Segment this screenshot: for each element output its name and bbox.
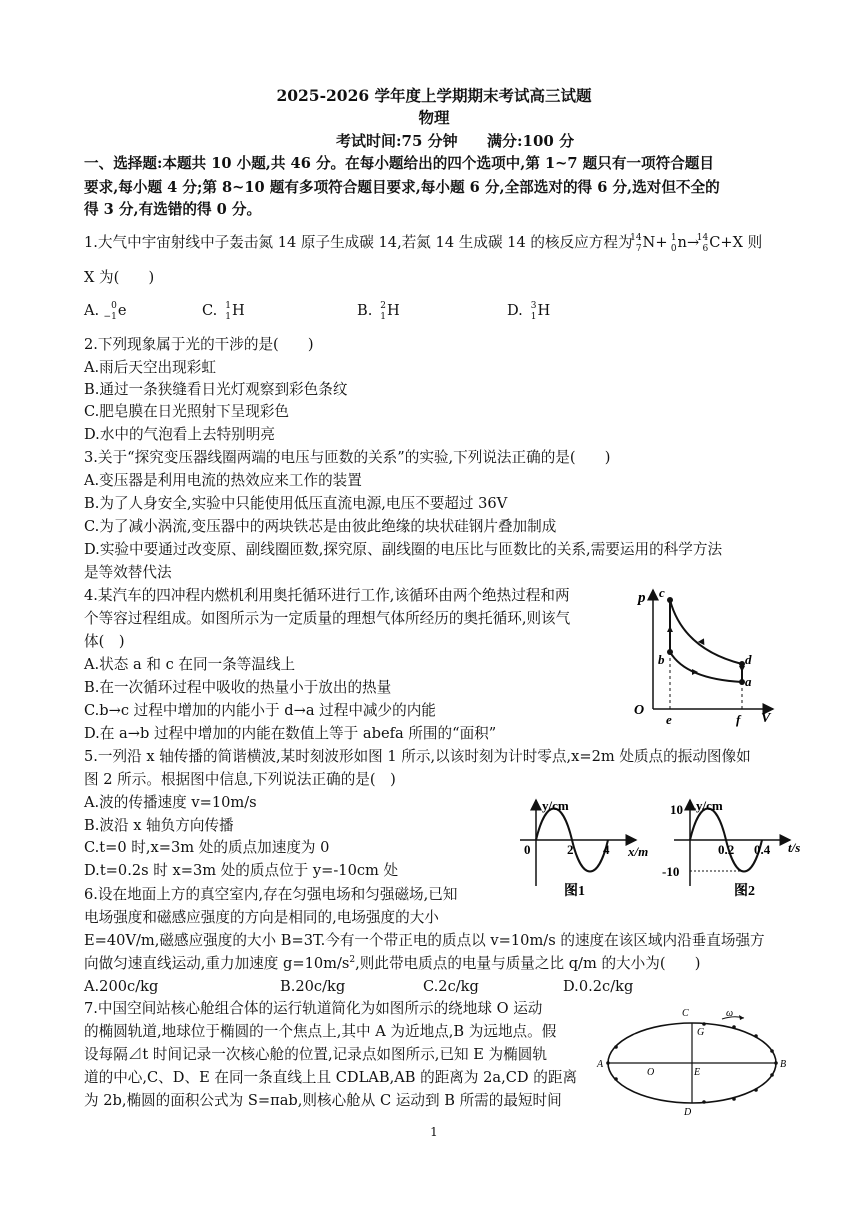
point-d-label: d bbox=[745, 652, 752, 667]
q5-option-d: D.t=0.2s 时 x=3m 处的质点位于 y=-10cm 处 bbox=[84, 862, 399, 879]
omega-label: ω bbox=[726, 1008, 734, 1019]
q7-line1: 7.中国空间站核心舱组合体的运行轨道简化为如图所示的绕地球 O 运动 bbox=[84, 1000, 543, 1017]
vibration-figure-2 bbox=[660, 796, 810, 900]
point-o-label: O bbox=[647, 1067, 655, 1078]
v-axis-label: V bbox=[761, 711, 771, 726]
fig2-xlabel: t/s bbox=[788, 840, 801, 855]
fig2-ylabel: y/cm bbox=[696, 798, 723, 813]
fig2-tick-04: 0.4 bbox=[754, 842, 771, 857]
q4-option-c: C.b→c 过程中增加的内能小于 d→a 过程中减少的内能 bbox=[84, 702, 436, 719]
q1-stem: 1.大气中宇宙射线中子轰击氮 14 原子生成碳 14,若氮 14 生成碳 14 的核反应方程为 14 7 N+ 1 0 n→ 14 6 C+X 则 bbox=[84, 233, 763, 254]
point-e-label: e bbox=[666, 712, 672, 727]
q4-option-b: B.在一次循环过程中吸收的热量小于放出的热量 bbox=[84, 679, 392, 696]
q5-stem-line2: 图 2 所示。根据图中信息,下列说法正确的是( ) bbox=[84, 771, 396, 788]
q2-option-a: A.雨后天空出现彩虹 bbox=[84, 359, 216, 376]
q2-option-b: B.通过一条狭缝看日光灯观察到彩色条纹 bbox=[84, 381, 348, 398]
q7-line3: 设每隔⊿t 时间记录一次核心舱的位置,记录点如图所示,已知 E 为椭圆轨 bbox=[84, 1046, 547, 1063]
subject-title: 物理 bbox=[418, 108, 450, 127]
q4-option-d: D.在 a→b 过程中增加的内能在数值上等于 abefa 所围的“面积” bbox=[84, 725, 497, 742]
q6-line4: 向做匀速直线运动,重力加速度 $g=10m/s^2$,则此带电质点的电量与质量之比 q/m 的大小为( ) bbox=[84, 955, 701, 972]
n14-nuclide: 14 7 bbox=[630, 233, 642, 254]
q1-option-b: B. 2 1 H bbox=[357, 301, 400, 322]
q5-stem-line1: 5.一列沿 x 轴传播的简谐横波,某时刻波形如图 1 所示,以该时刻为计时零点,x=2m 处质点的振动图像如 bbox=[84, 748, 751, 765]
section-instruction-line3: 得 3 分,有选错的得 0 分。 bbox=[84, 201, 262, 218]
fig1-tick-2: 2 bbox=[567, 842, 574, 857]
orbit-ellipse-figure bbox=[594, 1003, 794, 1119]
q3-option-d-cont: 是等效替代法 bbox=[84, 564, 172, 581]
q6-line3: E=40V/m,磁感应强度的大小 B=3T.今有一个带正电的质点以 v=10m/s 的速度在该区域内沿垂直场强方 bbox=[84, 932, 765, 949]
section-instruction-line2: 要求,每小题 4 分;第 8~10 题有多项符合题目要求,每小题 6 分,全部选对的得 6 分,选对但不全的 bbox=[84, 179, 720, 196]
q5-option-c: C.t=0 时,x=3m 处的质点加速度为 0 bbox=[84, 839, 330, 856]
otto-cycle-figure bbox=[628, 584, 778, 730]
point-e-label: E bbox=[694, 1067, 701, 1078]
exam-title: 2025-2026 学年度上学期期末考试高三试题 bbox=[276, 86, 592, 105]
fig2-caption: 图2 bbox=[734, 884, 755, 899]
point-d-label: D bbox=[684, 1107, 692, 1118]
q1-stem-a: 1.大气中宇宙射线中子轰击氮 14 原子生成碳 14,若氮 14 生成碳 14 的核反应方程为 bbox=[84, 234, 633, 251]
q7-line4: 道的中心,C、D、E 在同一条直线上且 CDLAB,AB 的距离为 2a,CD 的距离 bbox=[84, 1069, 578, 1086]
q2-option-d: D.水中的气泡看上去特别明亮 bbox=[84, 426, 275, 443]
fig2-ytop: 10 bbox=[670, 802, 683, 817]
q5-option-a: A.波的传播速度 v=10m/s bbox=[84, 794, 257, 811]
q6-option-a: A.200c/kg bbox=[84, 978, 159, 995]
fig1-xlabel: x/m bbox=[628, 844, 649, 859]
origin-label: O bbox=[634, 703, 645, 718]
q3-option-b: B.为了人身安全,实验中只能使用低压直流电源,电压不要超过 36V bbox=[84, 495, 508, 512]
q6-option-c: C.2c/kg bbox=[423, 978, 479, 995]
q5-option-b: B.波沿 x 轴负方向传播 bbox=[84, 817, 234, 834]
q1-option-d: D. 3 1 H bbox=[507, 301, 551, 322]
q3-option-a: A.变压器是利用电流的热效应来工作的装置 bbox=[84, 472, 362, 489]
q2-stem: 2.下列现象属于光的干涉的是( ) bbox=[84, 336, 314, 353]
c14-nuclide: 14 6 bbox=[696, 233, 709, 254]
q4-stem-line3: 体( ) bbox=[84, 633, 125, 650]
q1-stem-cont: X 为( ) bbox=[84, 269, 155, 286]
fig1-origin: 0 bbox=[524, 842, 531, 857]
fig1-ylabel: y/cm bbox=[542, 798, 569, 813]
fig2-ybot: -10 bbox=[662, 864, 680, 879]
q6-line1: 6.设在地面上方的真空室内,存在匀强电场和匀强磁场,已知 bbox=[84, 886, 458, 903]
q4-option-a: A.状态 a 和 c 在同一条等温线上 bbox=[84, 656, 296, 673]
fig1-caption: 图1 bbox=[564, 884, 585, 899]
q7-line2: 的椭圆轨道,地球位于椭圆的一个焦点上,其中 A 为近地点,B 为远地点。假 bbox=[84, 1023, 557, 1040]
q6-option-d: D.0.2c/kg bbox=[563, 978, 634, 995]
page-number: 1 bbox=[430, 1125, 438, 1139]
q3-option-d: D.实验中要通过改变原、副线圈匝数,探究原、副线圈的电压比与匝数比的关系,需要运用的科学方法 bbox=[84, 541, 723, 558]
p-axis-label: p bbox=[638, 590, 646, 606]
point-f-label: f bbox=[736, 712, 741, 727]
q6-line2: 电场强度和磁感应强度的方向是相同的,电场强度的大小 bbox=[84, 909, 439, 926]
point-a-label: A bbox=[597, 1059, 604, 1070]
q4-stem-line2: 个等容过程组成。如图所示为一定质量的理想气体所经历的奥托循环,则该气 bbox=[84, 610, 571, 627]
section-instruction-line1: 一、选择题:本题共 10 小题,共 46 分。在每小题给出的四个选项中,第 1~7 题只有一项符合题目 bbox=[84, 155, 714, 172]
q3-option-c: C.为了减小涡流,变压器中的两块铁芯是由彼此绝缘的块状硅钢片叠加制成 bbox=[84, 518, 557, 535]
point-c-label: C bbox=[682, 1008, 689, 1019]
q7-line5: 为 2b,椭圆的面积公式为 S=πab,则核心舱从 C 运动到 B 所需的最短时间 bbox=[84, 1092, 562, 1109]
wave-figure-1 bbox=[516, 796, 661, 900]
full-score: 满分:100 分 bbox=[487, 132, 575, 150]
q6-option-b: B.20c/kg bbox=[280, 978, 346, 995]
point-g-label: G bbox=[697, 1027, 705, 1038]
fig2-tick-02: 0.2 bbox=[718, 842, 735, 857]
exam-time: 考试时间:75 分钟 bbox=[336, 132, 458, 150]
q2-option-c: C.肥皂膜在日光照射下呈现彩色 bbox=[84, 403, 290, 420]
fig1-tick-4: 4 bbox=[603, 842, 610, 857]
point-c-label: c bbox=[659, 585, 665, 600]
point-a-label: a bbox=[745, 674, 752, 689]
q1-option-c: C. 1 1 H bbox=[202, 301, 245, 322]
q1-option-a: A. 0 −1 e bbox=[84, 301, 127, 322]
neutron-nuclide: 1 0 bbox=[670, 233, 677, 254]
q3-stem: 3.关于“探究变压器线圈两端的电压与匝数的关系”的实验,下列说法正确的是( ) bbox=[84, 449, 611, 466]
point-b-label: B bbox=[780, 1059, 787, 1070]
q4-stem-line1: 4.某汽车的四冲程内燃机利用奥托循环进行工作,该循环由两个绝热过程和两 bbox=[84, 587, 570, 604]
point-b-label: b bbox=[658, 652, 665, 667]
